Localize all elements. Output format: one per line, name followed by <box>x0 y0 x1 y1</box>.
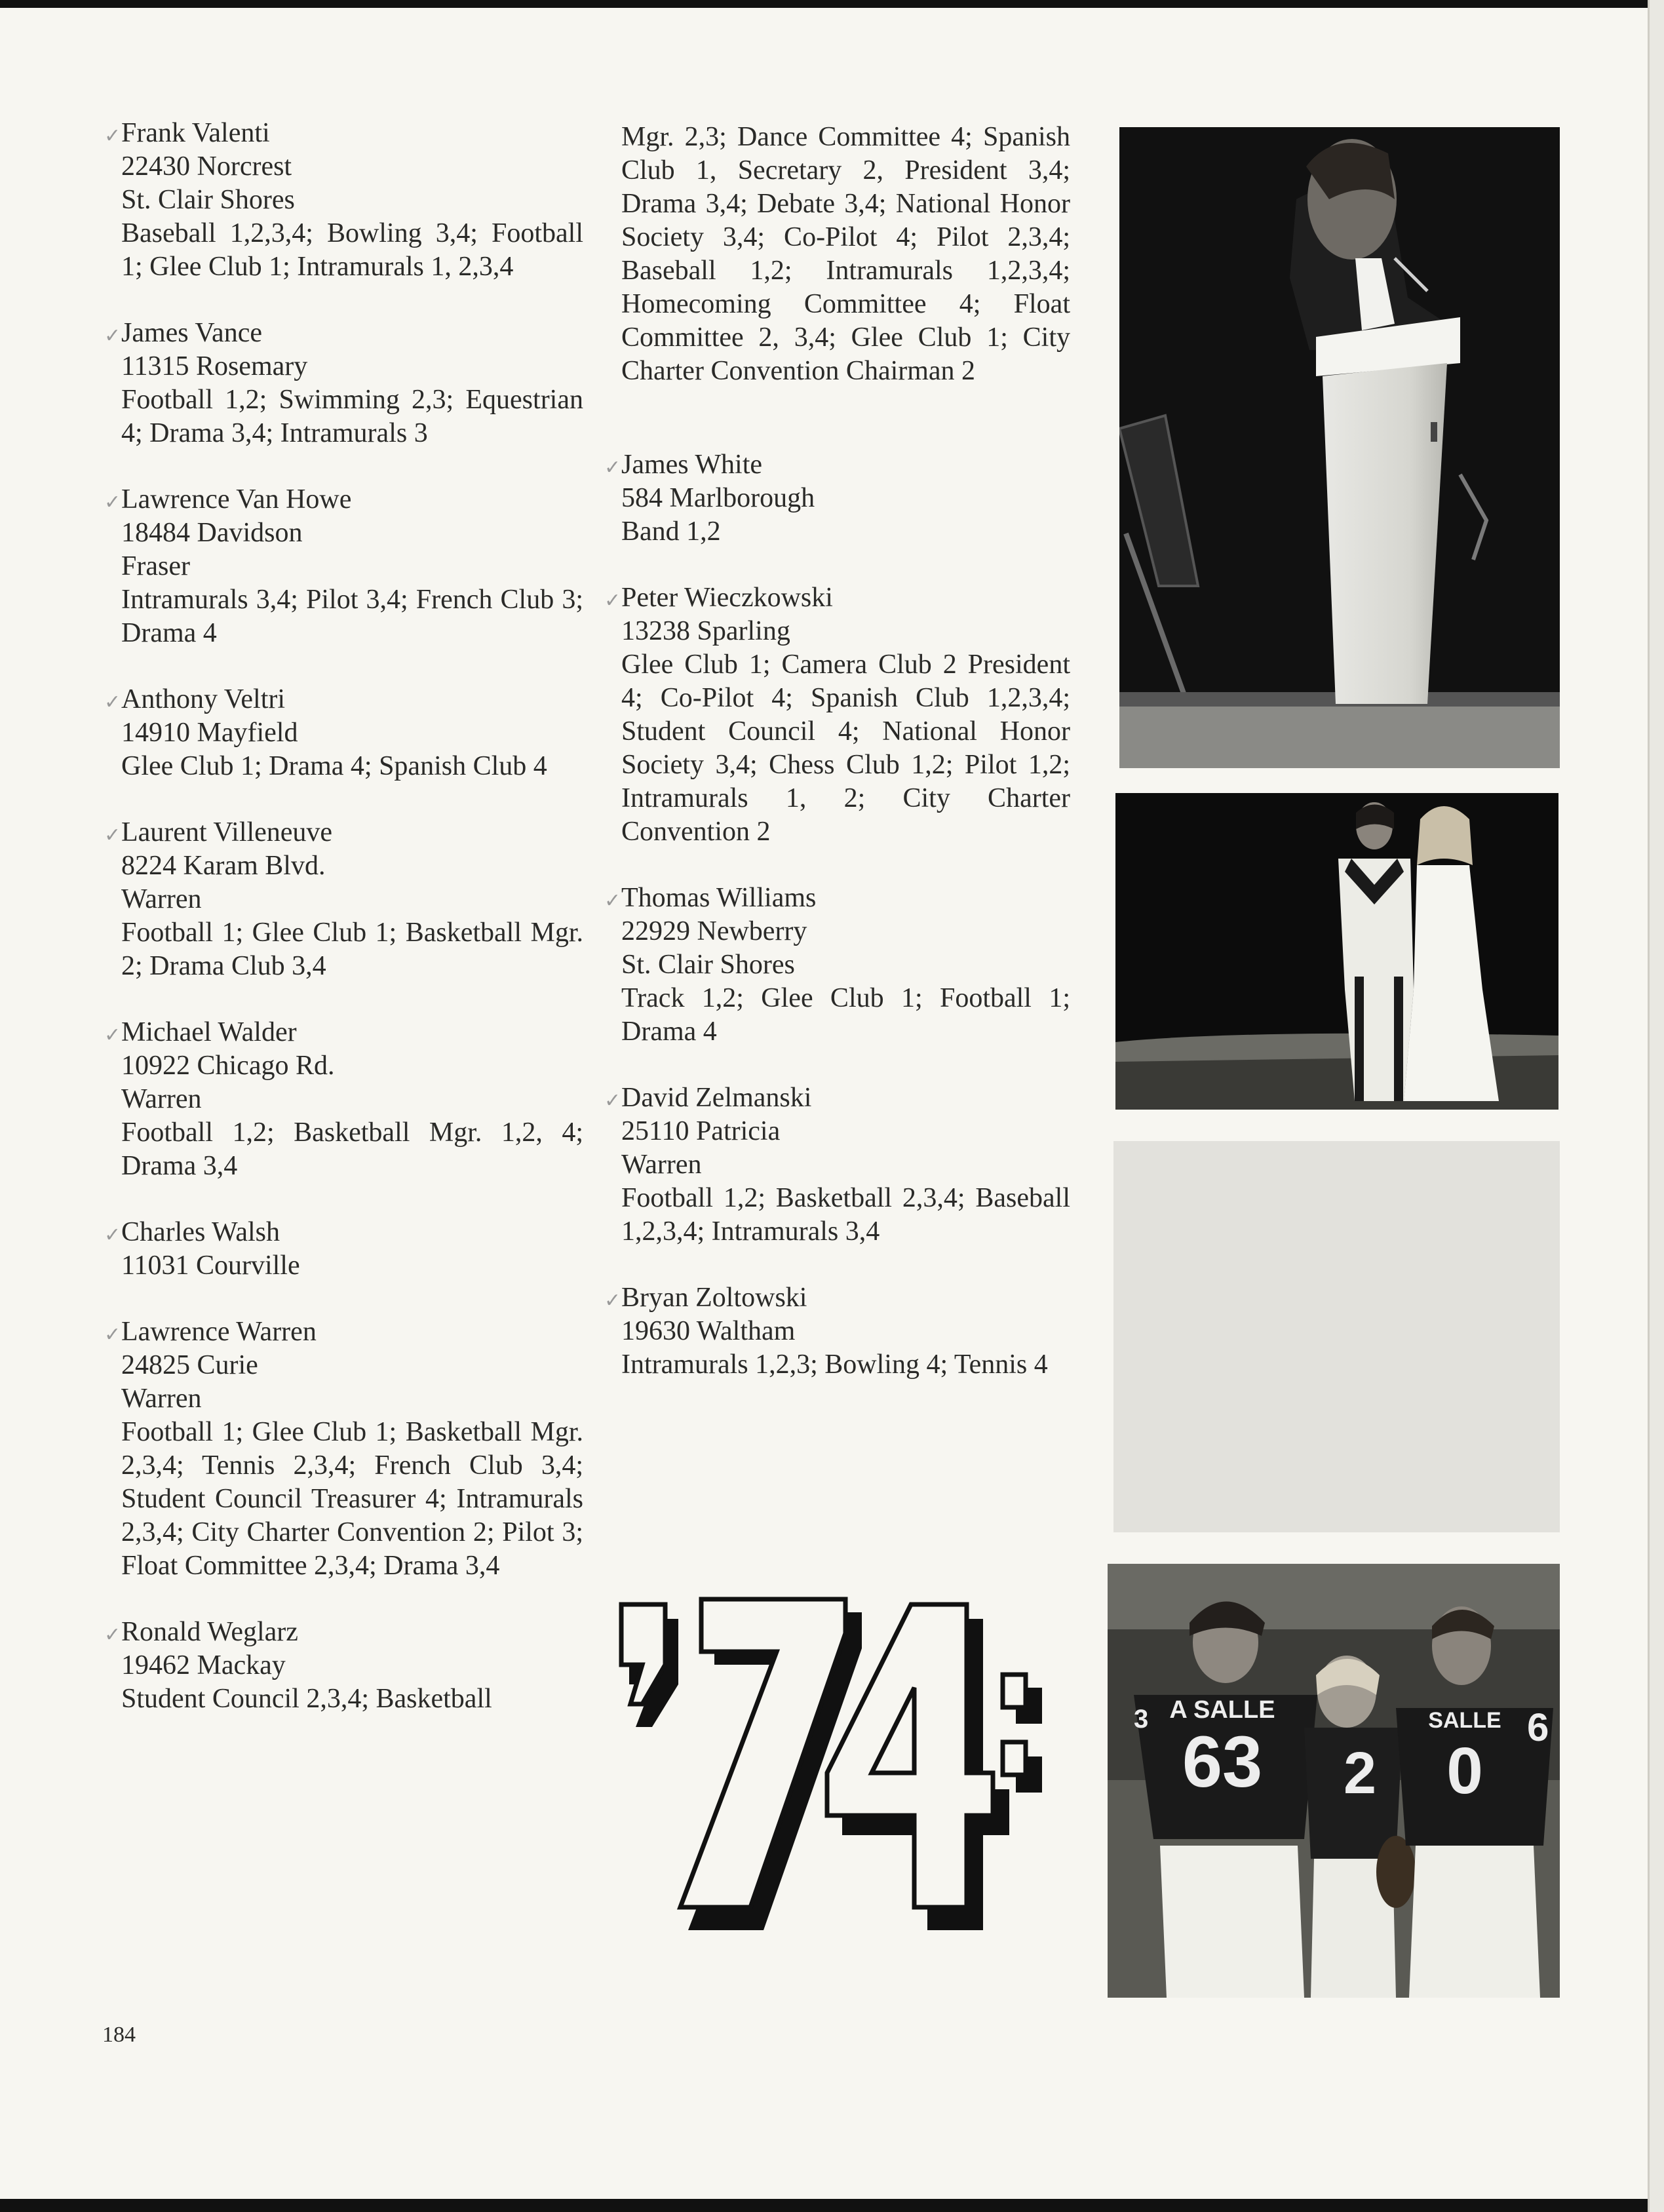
scan-border-bottom <box>0 2199 1664 2212</box>
jersey-number-0: 0 <box>1446 1734 1483 1808</box>
student-activities: Football 1; Glee Club 1; Basketball Mgr. 2,3,4; Tennis 2,3,4; French Club 3,4; Student Council Treasurer 4; Intramurals 2,3,4; City Charter Convention 2; Pilot 3; Float Committee 2,3,4; Drama 3,4 <box>121 1417 583 1581</box>
student-entry <box>104 1616 583 1716</box>
student-name: Peter Wieczkowski <box>621 583 833 613</box>
student-city: Warren <box>121 1084 202 1114</box>
scan-border-right <box>1648 0 1664 2212</box>
scan-border-top <box>0 0 1664 8</box>
student-entry <box>604 1281 1070 1382</box>
student-address: 11315 Rosemary <box>121 351 308 381</box>
student-entry <box>604 1081 1070 1249</box>
student-city: Warren <box>121 1384 202 1414</box>
student-address: 14910 Mayfield <box>121 718 298 748</box>
activities-text: Mgr. 2,3; Dance Committee 4; Spanish Club 1, Secretary 2, President 3,4; Drama 3,4; Debate 3,4; National Honor Society 3,4; Co-Pilot 4; Pilot 2,3,4; Baseball 1,2; Intramurals 1,2,3,4; Homecoming Committee 4; Float Committee 2, 3,4; Glee Club 1; City Charter Convention Chairman 2 <box>621 122 1070 386</box>
student-name: Lawrence Warren <box>121 1317 317 1347</box>
check-mark-icon: ✓ <box>104 691 121 714</box>
check-mark-icon: ✓ <box>104 1024 121 1047</box>
check-mark-icon: ✓ <box>104 491 121 514</box>
student-entry <box>104 816 583 983</box>
student-address: 24825 Curie <box>121 1350 258 1380</box>
student-address: 22430 Norcrest <box>121 151 292 182</box>
student-name: James White <box>621 450 763 480</box>
student-entry <box>104 1216 583 1283</box>
student-name: Bryan Zoltowski <box>621 1283 807 1313</box>
student-name: Ronald Weglarz <box>121 1617 298 1647</box>
football-illustration <box>1108 1564 1560 1998</box>
jersey-number-63: 63 <box>1182 1722 1263 1802</box>
student-entry <box>604 882 1070 1049</box>
student-city: St. Clair Shores <box>121 185 295 215</box>
side-number-left: 3 <box>1134 1705 1149 1734</box>
jersey-number-2: 2 <box>1343 1741 1377 1806</box>
student-activities: Intramurals 1,2,3; Bowling 4; Tennis 4 <box>621 1349 1048 1380</box>
student-name: Thomas Williams <box>621 883 817 913</box>
check-mark-icon: ✓ <box>604 589 621 612</box>
photo-football-players <box>1108 1564 1560 1998</box>
jersey-text-left: A SALLE <box>1169 1696 1275 1724</box>
student-city: Warren <box>121 884 202 914</box>
check-mark-icon: ✓ <box>104 324 121 347</box>
photo-speaker-at-podium <box>1119 127 1560 768</box>
student-entry <box>104 117 583 284</box>
student-address: 13238 Sparling <box>621 616 790 646</box>
student-address: 19462 Mackay <box>121 1650 286 1680</box>
check-mark-icon: ✓ <box>604 1289 621 1312</box>
student-address: 25110 Patricia <box>621 1116 781 1146</box>
left-column <box>104 117 583 1749</box>
student-activities: Football 1; Glee Club 1; Basketball Mgr. 2; Drama Club 3,4 <box>121 918 583 981</box>
student-name: Lawrence Van Howe <box>121 484 352 514</box>
student-address: 10922 Chicago Rd. <box>121 1051 335 1081</box>
couple-illustration <box>1115 793 1558 1110</box>
student-activities: Football 1,2; Swimming 2,3; Equestrian 4; Drama 3,4; Intramurals 3 <box>121 385 583 448</box>
check-mark-icon: ✓ <box>104 1323 121 1346</box>
photo-blank-gray <box>1113 1141 1560 1532</box>
jersey-text-right: SALLE <box>1428 1708 1501 1733</box>
student-entry <box>604 581 1070 849</box>
student-activities: Baseball 1,2,3,4; Bowling 3,4; Football 1; Glee Club 1; Intramurals 1, 2,3,4 <box>121 218 583 282</box>
student-entry <box>104 1315 583 1583</box>
continued-activities <box>621 121 1070 388</box>
student-city: Fraser <box>121 551 190 581</box>
student-name: Laurent Villeneuve <box>121 817 333 847</box>
student-entry <box>104 1016 583 1183</box>
student-name: Anthony Veltri <box>121 684 286 714</box>
student-activities: Student Council 2,3,4; Basketball <box>121 1684 492 1714</box>
student-city: Warren <box>621 1150 702 1180</box>
student-name: James Vance <box>121 318 262 348</box>
student-address: 8224 Karam Blvd. <box>121 851 326 881</box>
student-address: 18484 Davidson <box>121 518 303 548</box>
student-activities: Track 1,2; Glee Club 1; Football 1; Drama 4 <box>621 983 1070 1047</box>
check-mark-icon: ✓ <box>104 1623 121 1646</box>
student-entry <box>104 317 583 450</box>
student-activities: Glee Club 1; Drama 4; Spanish Club 4 <box>121 751 547 781</box>
student-address: 19630 Waltham <box>621 1316 796 1346</box>
student-address: 22929 Newberry <box>621 916 807 946</box>
check-mark-icon: ✓ <box>104 824 121 847</box>
check-mark-icon: ✓ <box>604 456 621 479</box>
student-address: 584 Marlborough <box>621 483 815 513</box>
student-entry <box>104 483 583 650</box>
check-mark-icon: ✓ <box>604 1089 621 1112</box>
photo-couple-formal <box>1115 793 1558 1110</box>
student-entry <box>104 683 583 783</box>
student-name: David Zelmanski <box>621 1083 812 1113</box>
middle-entries <box>604 448 1070 1382</box>
student-city: St. Clair Shores <box>621 950 795 980</box>
student-name: Frank Valenti <box>121 118 270 148</box>
student-activities: Band 1,2 <box>621 516 721 547</box>
page-number: 184 <box>102 2023 136 2047</box>
check-mark-icon: ✓ <box>604 889 621 912</box>
check-mark-icon: ✓ <box>104 125 121 147</box>
class-year-74-logo <box>616 1593 1062 1933</box>
side-number-right: 6 <box>1527 1705 1549 1749</box>
student-activities: Football 1,2; Basketball 2,3,4; Baseball 1,2,3,4; Intramurals 3,4 <box>621 1183 1070 1247</box>
student-name: Charles Walsh <box>121 1217 280 1247</box>
student-address: 11031 Courville <box>121 1251 300 1281</box>
podium-illustration <box>1119 127 1560 768</box>
middle-column <box>604 121 1070 1414</box>
check-mark-icon: ✓ <box>104 1224 121 1247</box>
student-entry <box>604 448 1070 549</box>
student-activities: Intramurals 3,4; Pilot 3,4; French Club 3; Drama 4 <box>121 585 583 648</box>
student-name: Michael Walder <box>121 1017 297 1047</box>
student-activities: Football 1,2; Basketball Mgr. 1,2, 4; Drama 3,4 <box>121 1117 583 1181</box>
student-activities: Glee Club 1; Camera Club 2 President 4; Co-Pilot 4; Spanish Club 1,2,3,4; Student Council 4; National Honor Society 3,4; Chess Club 1,2; Pilot 1,2; Intramurals 1, 2; City Charter Convention 2 <box>621 650 1070 847</box>
